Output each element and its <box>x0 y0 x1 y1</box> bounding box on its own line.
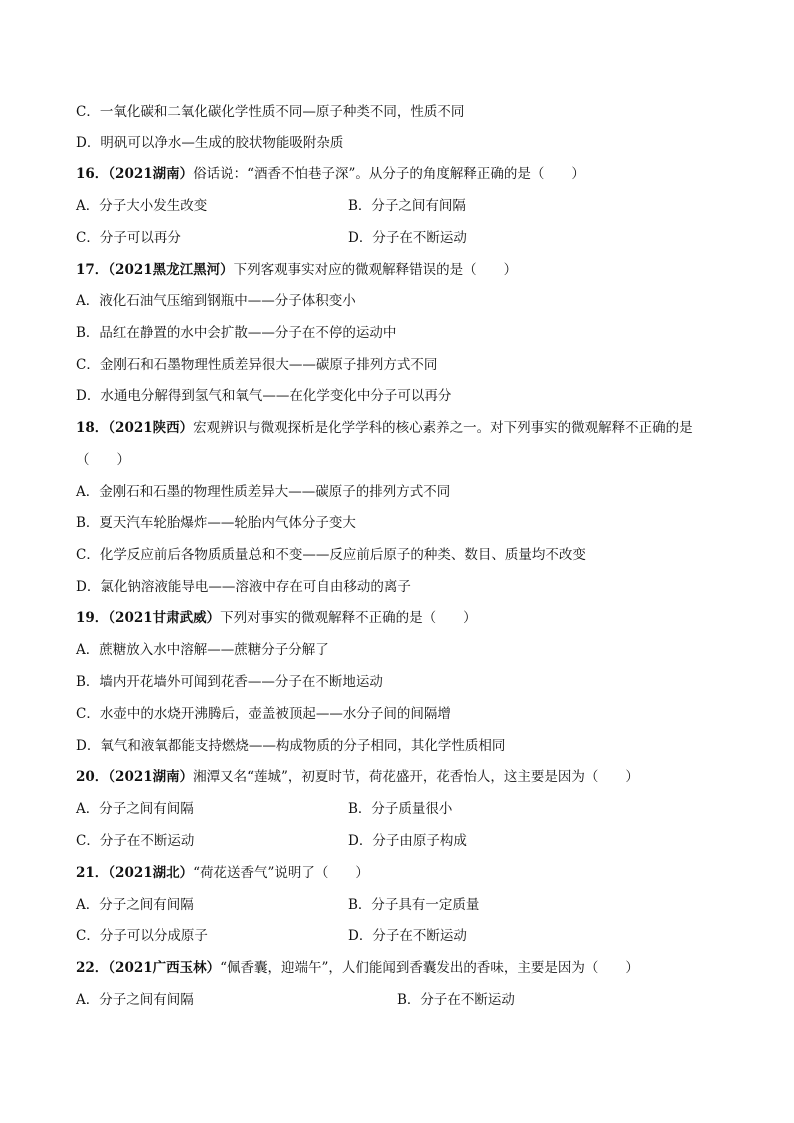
q21-option-a: A．分子之间有间隔 <box>76 897 194 913</box>
q19-option-c: C．水壶中的水烧开沸腾后，壶盖被顶起——水分子间的间隔增 <box>76 706 451 722</box>
q18-option-b: B．夏天汽车轮胎爆炸——轮胎内气体分子变大 <box>76 515 356 531</box>
q17-option-a: A．液化石油气压缩到钢瓶中——分子体积变小 <box>76 293 356 309</box>
q17-option-b: B．品红在静置的水中会扩散——分子在不停的运动中 <box>76 325 397 341</box>
q18-option-a: A．金刚石和石墨的物理性质差异大——碳原子的排列方式不同 <box>76 484 451 500</box>
question-source: （2021广西玉林） <box>108 960 221 976</box>
q17-option-d: D．水通电分解得到氢气和氧气——在化学变化中分子可以再分 <box>76 388 452 404</box>
q17-option-c: C．金刚石和石墨物理性质差异很大——碳原子排列方式不同 <box>76 357 438 373</box>
q21-option-c: C．分子可以分成原子 <box>76 928 208 944</box>
question-source: （2021黑龙江黑河） <box>108 262 234 278</box>
question-source: （2021甘肃武威） <box>108 610 221 626</box>
q21-option-d: D．分子在不断运动 <box>348 928 467 944</box>
question-16 <box>76 164 585 184</box>
question-18 <box>76 418 693 438</box>
q20-option-c: C．分子在不断运动 <box>76 833 195 849</box>
question-stem: “佩香囊，迎端午”，人们能闻到香囊发出的香味，主要是因为（ ） <box>220 960 639 976</box>
q19-option-d: D．氧气和液氧都能支持燃烧——构成物质的分子相同，其化学性质相同 <box>76 738 506 754</box>
question-number: 17． <box>76 262 109 278</box>
q21-option-b: B．分子具有一定质量 <box>348 897 480 913</box>
question-number: 19． <box>76 610 109 626</box>
q16-option-d: D．分子在不断运动 <box>348 230 467 246</box>
question-number: 18． <box>76 420 109 436</box>
question-stem: 宏观辨识与微观探析是化学学科的核心素养之一。对下列事实的微观解释不正确的是 <box>193 420 693 436</box>
question-stem: 下列对事实的微观解释不正确的是（ ） <box>220 610 477 626</box>
q22-option-b: B．分子在不断运动 <box>397 992 515 1008</box>
answer-paren: （ ） <box>76 452 130 468</box>
question-20 <box>76 767 639 787</box>
question-stem: 下列客观事实对应的微观解释错误的是（ ） <box>233 262 518 278</box>
question-22 <box>76 958 639 978</box>
question-number: 22． <box>76 960 109 976</box>
q20-option-a: A．分子之间有间隔 <box>76 801 194 817</box>
question-source: （2021陕西） <box>108 420 194 436</box>
question-stem: 俗话说：“酒香不怕巷子深”。从分子的角度解释正确的是（ ） <box>193 166 585 182</box>
q18-option-c: C．化学反应前后各物质质量总和不变——反应前后原子的种类、数目、质量均不改变 <box>76 547 586 563</box>
question-21 <box>76 863 369 883</box>
question-number: 21． <box>76 865 109 881</box>
question-number: 16． <box>76 166 109 182</box>
question-source: （2021湖南） <box>108 166 194 182</box>
q18-option-d: D．氯化钠溶液能导电——溶液中存在可自由移动的离子 <box>76 579 411 595</box>
question-source: （2021湖北） <box>108 865 194 881</box>
option-d-prev: D．明矾可以净水—生成的胶状物能吸附杂质 <box>76 135 344 151</box>
question-19 <box>76 608 477 628</box>
question-17 <box>76 260 517 280</box>
q19-option-b: B．墙内开花墙外可闻到花香——分子在不断地运动 <box>76 674 383 690</box>
question-number: 20． <box>76 769 109 785</box>
q19-option-a: A．蔗糖放入水中溶解——蔗糖分子分解了 <box>76 642 329 658</box>
q16-option-b: B．分子之间有间隔 <box>348 198 466 214</box>
option-c-prev: C．一氧化碳和二氧化碳化学性质不同—原子种类不同，性质不同 <box>76 104 465 120</box>
question-source: （2021湖南） <box>108 769 194 785</box>
question-stem: “荷花送香气”说明了（ ） <box>193 865 369 881</box>
question-stem: 湘潭又名“莲城”，初夏时节，荷花盛开，花香怡人，这主要是因为（ ） <box>193 769 639 785</box>
q16-option-a: A．分子大小发生改变 <box>76 198 208 214</box>
q20-option-d: D．分子由原子构成 <box>348 833 467 849</box>
q20-option-b: B．分子质量很小 <box>348 801 453 817</box>
q22-option-a: A．分子之间有间隔 <box>76 992 194 1008</box>
q16-option-c: C．分子可以再分 <box>76 230 181 246</box>
